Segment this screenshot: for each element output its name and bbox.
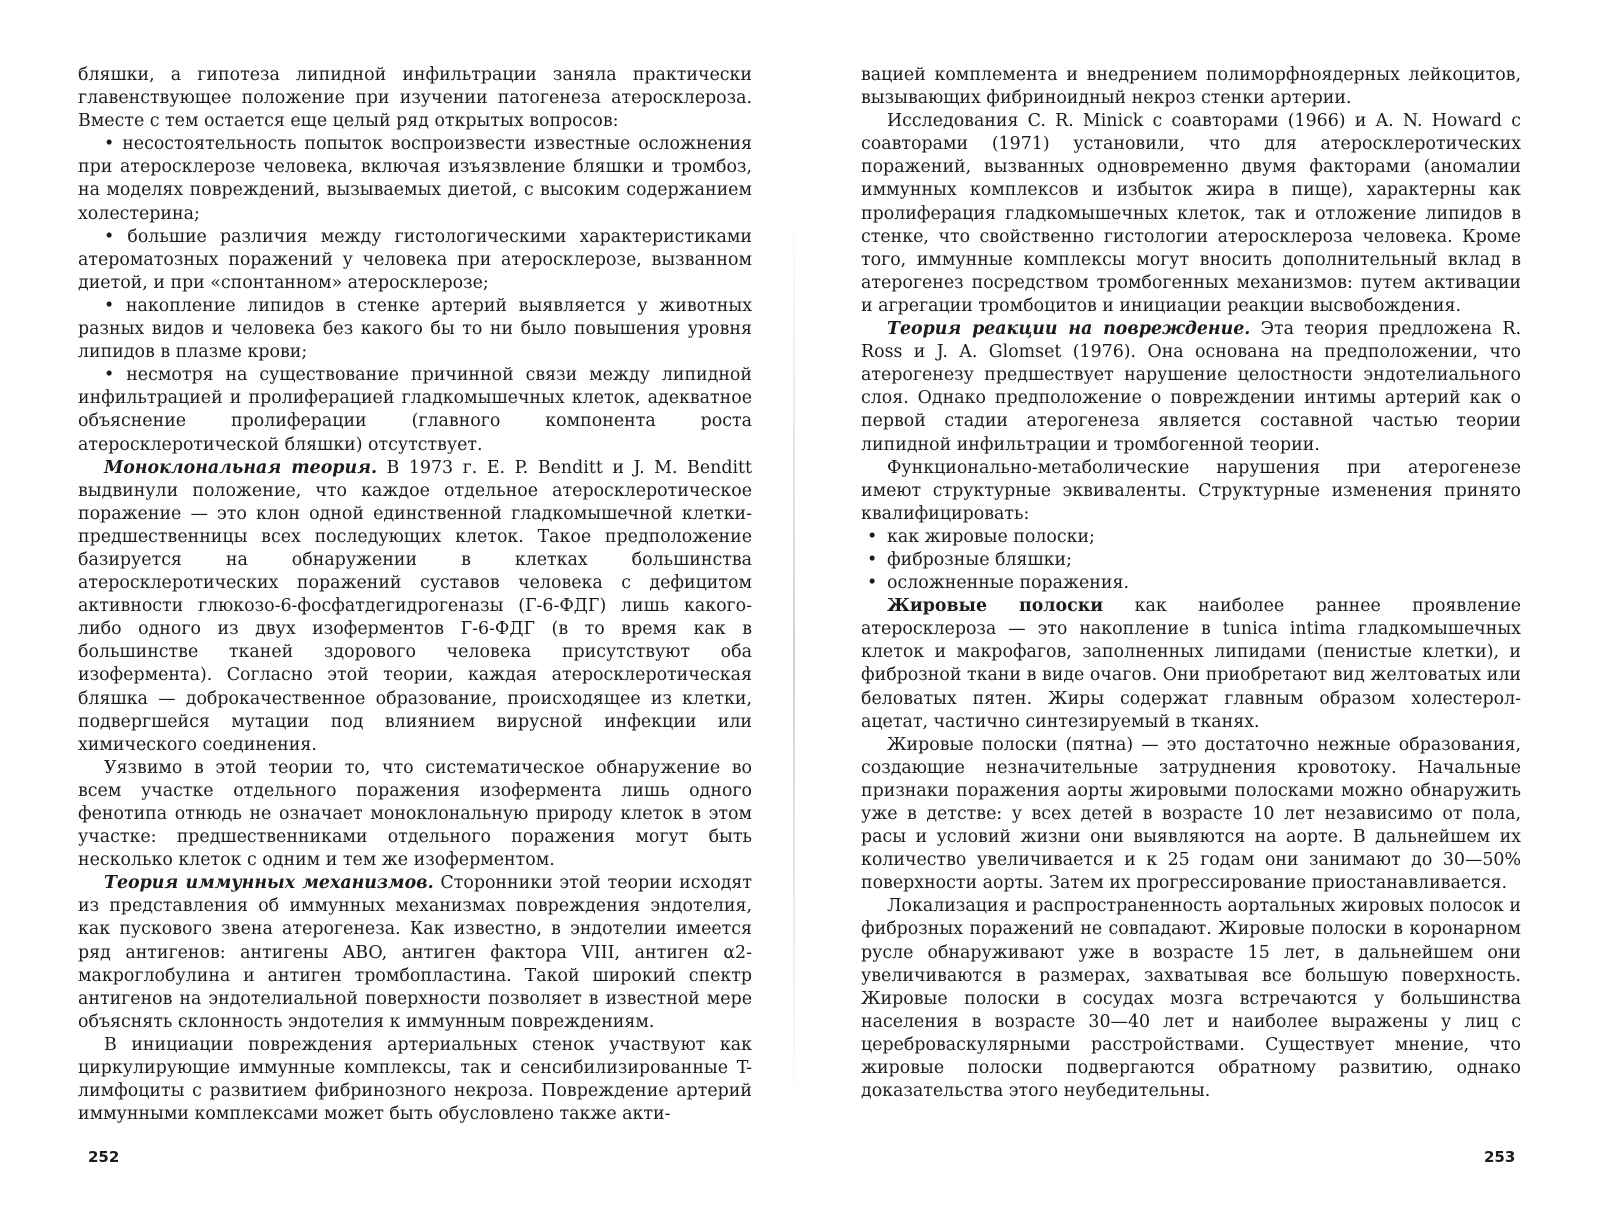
paragraph-vulnerability: Уязвимо в этой теории то, что систематическое обнаружение во всем участке отдельного поражения изофермента лишь одного фенотипа отнюдь не означает моноклональную природу клеток в этом участке: предшественниками отдельного поражения могут быть несколько клеток с одним и тем же изоферментом. xyxy=(78,757,752,871)
paragraph-minick: Исследования C. R. Minick с соавторами (1966) и A. N. Howard с соавторами (1971) установили, что для атеросклеротических поражений, вызванных одновременно двумя факторами (аномалии иммунных комплексов и избыток жира в пище), характерны как пролиферация гладкомышечных клеток, так и отложение липидов в стенке, что свойственно гистологии атеросклероза человека. Кроме того, иммунные комплексы могут вносить дополнительный вклад в атерогенез посредством тромбогенных механизмов: путем активации и агрегации тромбоцитов и инициации реакции высвобождения. xyxy=(861,111,1521,316)
bullet-item-3: • накопление липидов в стенке артерий выявляется у животных разных видов и человека без какого бы то ни было повышения уровня липидов в плазме крови; xyxy=(78,295,752,363)
page-number-right: 253 xyxy=(1484,1148,1516,1166)
section-heading-monoclonal: Моноклональная теория. xyxy=(104,457,377,478)
paragraph-immune xyxy=(78,872,752,1034)
paragraph-fatty-streaks-text: как наиболее раннее проявление атеросклероза — это накопление в tunica intima гладкомышечных клеток и макрофагов, заполненных липидами (пенистые клетки), и фиброзной ткани в виде очагов. Они приобретают вид желтоватых или беловатых пятен. Жиры содержат главным образом холестерол-ацетат, частично синтезируемый в тканях. xyxy=(861,596,1521,732)
paragraph-continuation: вацией комплемента и внедрением полиморфноядерных лейкоцитов, вызывающих фибриноидный некроз стенки артерии. xyxy=(861,65,1521,109)
bullet-item-2: • большие различия между гистологическими характеристиками атероматозных поражений у человека при атеросклерозе, вызванном диетой, и при «спонтанном» атеросклерозе; xyxy=(78,226,752,293)
paragraph-intro: бляшки, а гипотеза липидной инфильтрации заняла практически главенствующее положение при изучении патогенеза атеросклероза. Вместе с тем остается еще целый ряд открытых вопросов: xyxy=(78,65,752,132)
paragraph-monoclonal-text: В 1973 г. E. P. Benditt и J. M. Benditt выдвинули положение, что каждое отдельное атеросклеротическое поражение — это клон одной единственной гладкомышечной клетки-предшественницы всех последующих клеток. Такое предположение базируется на обнаружении в клетках большинства атеросклеротических поражений суставов человека с дефицитом активности глюкозо-6-фосфатдегидрогеназы (Г-6-ФДГ) лишь какого-либо одного из двух изоферментов Г-6-ФДГ (в то время как в большинстве тканей здорового человека присутствуют оба изофермента). Согласно этой теории, каждая атеросклеротическая бляшка — доброкачественное образование, происходящее из клетки, подвергшейся мутации под влиянием вирусной инфекции или химического соединения. xyxy=(78,457,752,755)
paragraph-fatty-streaks xyxy=(861,595,1521,734)
paragraph-monoclonal xyxy=(78,457,752,757)
section-heading-fatty-streaks: Жировые полоски xyxy=(887,596,1104,617)
bullet-item-1: • несостоятельность попыток воспроизвести известные осложнения при атеросклерозе человека, включая изъязвление бляшки и тромбоз, на моделях повреждений, вызываемых диетой, с высоким содержанием холестерина; xyxy=(78,134,752,224)
section-heading-reaction: Теория реакции на повреждение. xyxy=(887,319,1251,340)
section-heading-immune: Теория иммунных механизмов. xyxy=(104,873,434,894)
paragraph-reaction xyxy=(861,318,1521,457)
bullet-item-4: • несмотря на существование причинной связи между липидной инфильтрацией и пролиферацией гладкомышечных клеток, адекватное объяснение пролиферации (главного компонента роста атеросклеротической бляшки) отсутствует. xyxy=(78,365,752,455)
paragraph-functional: Функционально-метаболические нарушения при атерогенезе имеют структурные эквиваленты. Структурные изменения принято квалифицировать: xyxy=(861,457,1521,524)
paragraph-localization: Локализация и распространенность аортальных жировых полосок и фиброзных поражений не совпадают. Жировые полоски в коронарном русле обнаруживают уже в возрасте 15 лет, в дальнейшем они увеличиваются в размерах, захватывая все большую поверхность. Жировые полоски в сосудах мозга встречаются у большинства населения в возрасте 30—40 лет и наиболее выражены у лиц с цереброваскулярными расстройствами. Существует мнение, что жировые полоски подвергаются обратному развитию, однако доказательства этого неубедительны. xyxy=(861,896,1521,1102)
book-gutter xyxy=(793,200,795,1120)
list-item: • осложненные поражения. xyxy=(861,572,1521,595)
list-item: • как жировые полоски; xyxy=(861,526,1521,549)
paragraph-streaks-spots: Жировые полоски (пятна) — это достаточно нежные образования, создающие незначительные затруднения кровотоку. Начальные признаки поражения аорты жировыми полосками можно обнаружить уже в детстве: у всех детей в возрасте 10 лет независимо от пола, расы и условий жизни они выявляются на аорте. В дальнейшем их количество увеличивается и к 25 годам они занимают до 30—50% поверхности аорты. Затем их прогрессирование приостанавливается. xyxy=(861,734,1521,894)
paragraph-reaction-text: Эта теория предложена R. Ross и J. A. Glomset (1976). Она основана на предположении, что атерогенезу предшествует нарушение целостности эндотелиального слоя. Однако предположение о повреждении интимы артерий как о первой стадии атерогенеза является составной частью теории липидной инфильтрации и тромбогенной теории. xyxy=(861,319,1521,455)
paragraph-immune-text: Сторонники этой теории исходят из представления об иммунных механизмах повреждения эндотелия, как пускового звена атерогенеза. Как известно, в эндотелии имеется ряд антигенов: антигены ABO, антиген фактора VIII, антиген α2-макроглобулина и антиген тромбопластина. Такой широкий спектр антигенов на эндотелиальной поверхности позволяет в известной мере объяснять склонность эндотелия к иммунным повреждениям. xyxy=(78,873,753,1032)
list-item: • фиброзные бляшки; xyxy=(861,549,1521,572)
right-page xyxy=(861,64,1521,1103)
paragraph-initiation: В инициации повреждения артериальных стенок участвуют как циркулирующие иммунные комплексы, так и сенсибилизированные T-лимфоциты с развитием фибринозного некроза. Повреждение артерий иммунными комплексами может быть обусловлено также акти- xyxy=(78,1034,752,1125)
left-page xyxy=(78,64,752,1126)
page-number-left: 252 xyxy=(88,1148,120,1166)
